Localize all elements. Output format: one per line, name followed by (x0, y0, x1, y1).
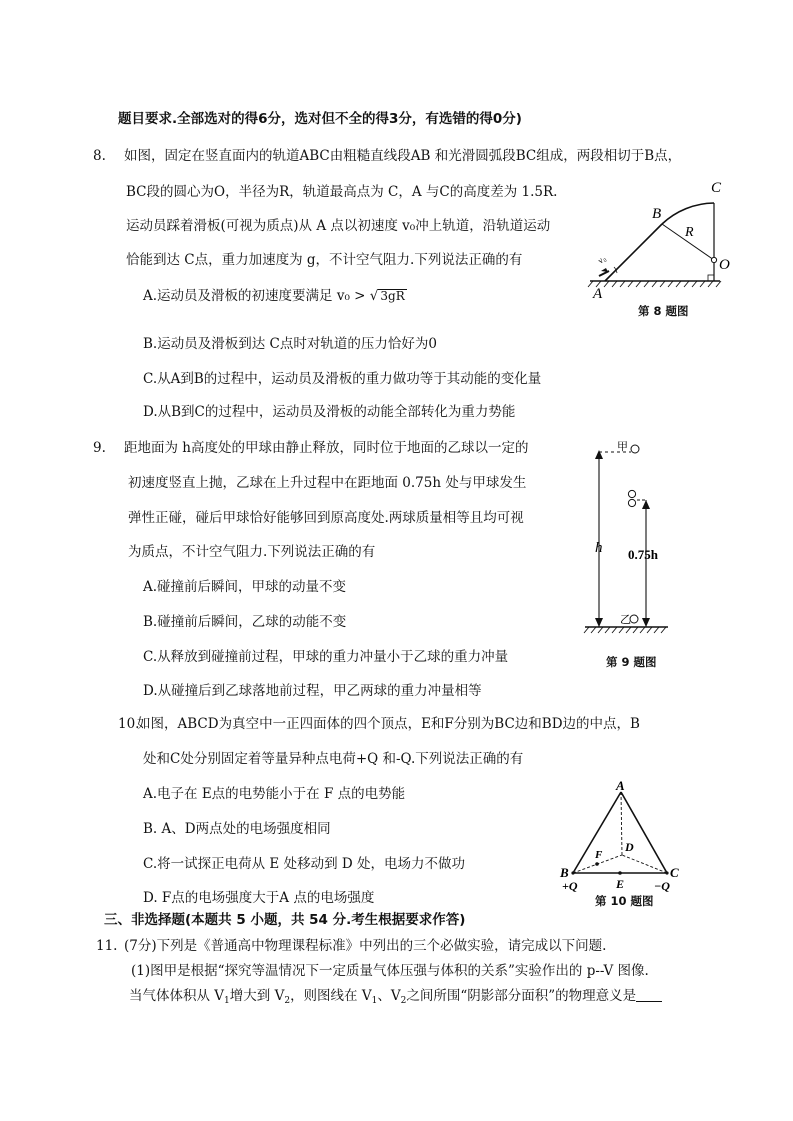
q10-line-1: 如图，ABCD为真空中一正四面体的四个顶点，E和F分别为BC边和BD边的中点，B (137, 716, 640, 732)
fig10-label-b: B (560, 865, 569, 880)
fig8-label-b: B (652, 206, 662, 222)
figure-10 (555, 778, 695, 908)
fig10-label-e: E (616, 877, 625, 891)
q8-line-4: 恰能到达 C点，重力加速度为 g，不计空气阻力.下列说法正确的有 (126, 252, 523, 268)
q9-line-1: 距地面为 h高度处的甲球由静止释放，同时位于地面的乙球以一定的 (124, 440, 529, 456)
q8-line-2: BC段的圆心为O，半径为R，轨道最高点为 C，A 与C的高度差为 1.5R. (126, 184, 558, 200)
fig10-label-d: D (625, 840, 634, 854)
fig9-label-yi: 乙 (620, 614, 631, 626)
sqrt-icon: √ (369, 288, 379, 304)
q8-line-3: 运动员踩着滑板(可视为质点)从 A 点以初速度 v₀冲上轨道，沿轨道运动 (126, 218, 551, 234)
q8-option-d: D.从B到C的过程中，运动员及滑板的动能全部转化为重力势能 (143, 404, 516, 420)
fig9-label-075h: 0.75h (628, 547, 658, 562)
q9-number: 9. (93, 440, 106, 456)
fig10-label-a: A (616, 778, 625, 793)
fig8-label-r: R (685, 225, 694, 240)
q10-option-b: B. A、D两点处的电场强度相同 (143, 821, 331, 837)
q10-option-c: C.将一试探正电荷从 E 处移动到 D 处，电场力不做功 (143, 856, 465, 872)
q9-line-3: 弹性正碰，碰后甲球恰好能够回到原高度处.两球质量相等且均可视 (128, 510, 524, 526)
figure-9-caption: 第 9 题图 (606, 655, 657, 669)
q9-option-c: C.从释放到碰撞前过程，甲球的重力冲量小于乙球的重力冲量 (143, 649, 509, 665)
q8-option-a-sqrt: 3gR (380, 289, 405, 303)
figure-8-caption: 第 8 题图 (638, 304, 689, 318)
figure-10-diagram (555, 778, 695, 894)
q9-line-2: 初速度竖直上抛，乙球在上升过程中在距地面 0.75h 处与甲球发生 (128, 475, 527, 491)
fig9-label-h: h (595, 540, 603, 556)
q11-line-3-c: ，则图线在 V (290, 988, 372, 1004)
q9-option-b: B.碰撞前后瞬间，乙球的动能不变 (143, 614, 347, 630)
figure-8 (585, 176, 745, 326)
q9-line-4: 为质点，不计空气阻力.下列说法正确的有 (128, 544, 376, 560)
q11-sub-4: 2 (400, 996, 407, 1006)
q11-line-3-b: 增大到 V (229, 988, 285, 1004)
section-3-heading: 三、非选择题(本题共 5 小题，共 54 分.考生根据要求作答) (104, 912, 466, 928)
q8-option-b: B.运动员及滑板到达 C点时对轨道的压力恰好为0 (143, 336, 437, 352)
fig8-label-a: A (593, 286, 603, 302)
figure-9 (583, 432, 683, 672)
fig10-label-minus-q: −Q (654, 879, 670, 893)
fig8-label-v0: v₀ (595, 253, 608, 266)
q9-option-d: D.从碰撞后到乙球落地前过程，甲乙两球的重力冲量相等 (143, 683, 482, 699)
q8-option-c: C.从A到B的过程中，运动员及滑板的重力做功等于其动能的变化量 (143, 371, 542, 387)
q11-number: 11. (96, 938, 118, 954)
q11-sub-2: 2 (284, 996, 291, 1006)
q11-sub-1: 1 (224, 996, 230, 1006)
figure-10-caption: 第 10 题图 (595, 894, 654, 908)
q8-number: 8. (93, 148, 106, 164)
q8-line-1: 如图，固定在竖直面内的轨道ABC由粗糙直线段AB 和光滑圆弧段BC组成，两段相切于B点， (124, 148, 682, 164)
fig8-label-c: C (711, 180, 722, 196)
fig9-label-jia: 甲 (617, 441, 628, 453)
q11-line-3 (129, 987, 662, 1010)
q11-line-1: (7分)下列是《普通高中物理课程标准》中列出的三个必做实验，请完成以下问题. (124, 938, 607, 954)
q11-line-3-a: 当气体体积从 V (129, 988, 225, 1004)
q10-number: 10. (118, 716, 140, 732)
fig10-label-f: F (595, 849, 603, 861)
fig10-label-plus-q: +Q (562, 879, 578, 893)
section-intro: 题目要求.全部选对的得6分，选对但不全的得3分，有选错的得0分) (118, 111, 522, 127)
q11-line-3-e: 之间所围“阴影部分面积”的物理意义是 (406, 988, 637, 1004)
q11-sub-3: 1 (371, 996, 378, 1006)
q11-line-2: (1)图甲是根据“探究等温情况下一定质量气体压强与体积的关系”实验作出的 p--V 图像. (131, 963, 649, 979)
q8-option-a (143, 287, 407, 305)
q9-option-a: A.碰撞前后瞬间，甲球的动量不变 (143, 579, 347, 595)
q10-line-2: 处和C处分别固定着等量异种点电荷+Q 和-Q.下列说法正确的有 (143, 751, 524, 767)
figure-9-diagram (583, 432, 683, 652)
fig10-label-c: C (670, 865, 679, 880)
fig8-label-o: O (719, 257, 730, 273)
q10-option-a: A.电子在 E点的电势能小于在 F 点的电势能 (143, 786, 406, 802)
q8-option-a-text: A.运动员及滑板的初速度要满足 v₀ > (143, 288, 366, 304)
q10-option-d: D. F点的电场强度大于A 点的电场强度 (143, 890, 375, 906)
answer-blank[interactable] (636, 987, 662, 1002)
q11-line-3-d: 、V (377, 988, 401, 1004)
